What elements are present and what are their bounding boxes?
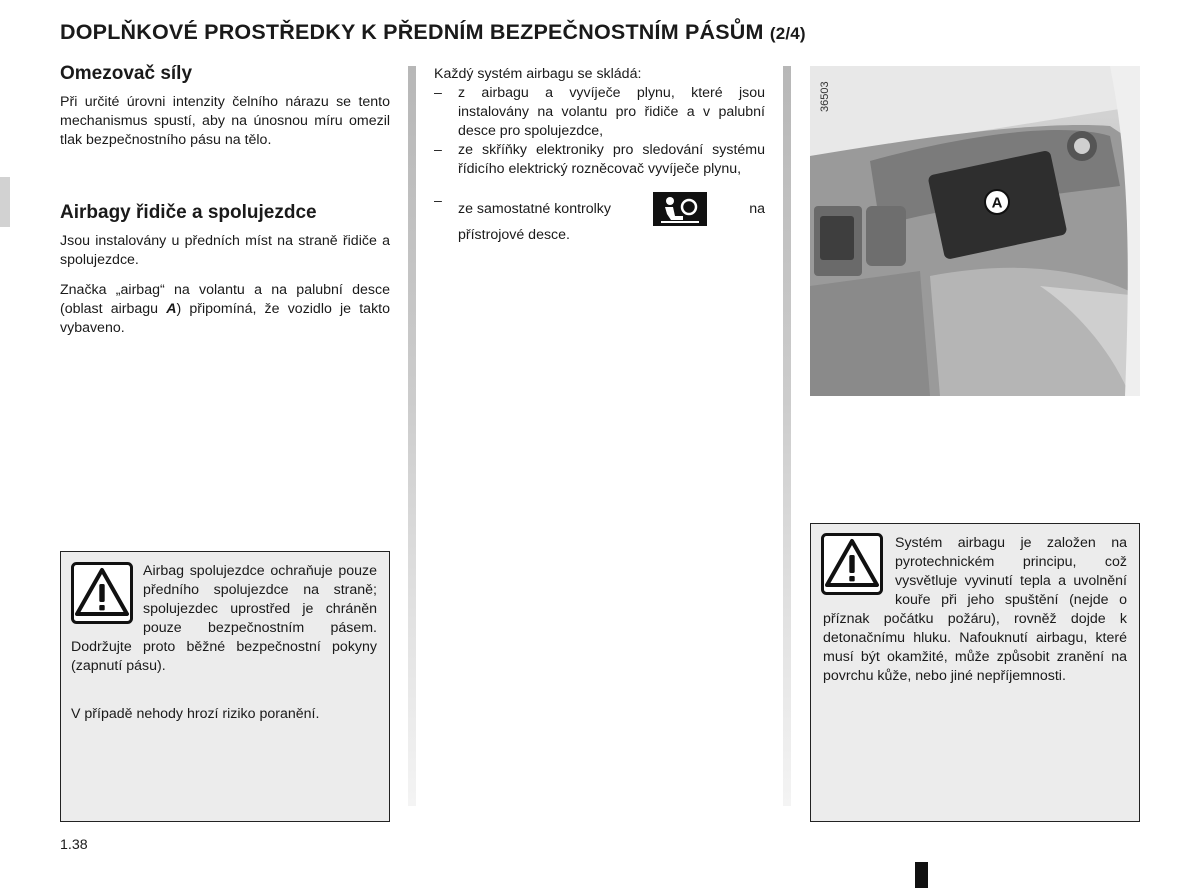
page-title-suffix: (2/4) <box>769 24 806 43</box>
airbag-system-intro: Každý systém airbagu se skládá: <box>434 66 642 82</box>
list-item: – ze samostatné kontrolky na přístrojové desce. <box>434 193 765 243</box>
list-item-text-mid: na <box>749 200 765 217</box>
dashboard-photo <box>810 66 1140 396</box>
chapter-tab-marker <box>0 177 10 227</box>
injury-risk-text: V případě nehody hrozí riziko poranění. <box>71 706 320 722</box>
airbags-installed-text: Jsou instalovány u předních míst na straně řidiče a spolujezdce. <box>60 233 390 268</box>
page-edge-mark <box>915 862 928 888</box>
section-heading-airbags: Airbagy řidiče a spolujezdce <box>60 202 317 223</box>
list-item-text: z airbagu a vyvíječe plynu, které jsou instalovány na volantu pro řidiče a v palubní desce pro spolujezdce, <box>458 85 765 139</box>
column-divider-left <box>408 66 416 806</box>
airbag-marking-text-start: Značka „airbag“ na volantu a na palubní desce (oblast airbagu <box>60 282 390 317</box>
column-divider-right <box>783 66 791 806</box>
airbag-warning-lamp-icon <box>653 192 707 226</box>
list-item-text-start: ze samostatné kontrolky <box>458 200 611 217</box>
warning-box-pyrotechnic <box>810 523 1140 822</box>
list-item: – z airbagu a vyvíječe plynu, které jsou instalovány na volantu pro řidiče a v palubní desce pro spolujezdce, <box>434 85 765 139</box>
page-title <box>60 20 806 45</box>
airbag-components-list <box>434 84 765 245</box>
section-heading-force-limiter: Omezovač síly <box>60 63 193 84</box>
passenger-airbag-warning-text: Airbag spolujezdce ochraňuje pouze předního spolujezdce na straně; spolujezdec uprostřed je chráněn pouze bezpečnostním pásem. Dodržujte proto běžné bezpečnostní pokyny (zapnutí pásu). <box>71 563 377 674</box>
list-item-text-end: přístrojové desce. <box>458 227 570 243</box>
photo-reference-number: 36503 <box>819 81 831 112</box>
list-item-text: ze skříňky elektroniky pro sledování systému řídicího elektrický rozněcovač vyvíječe plynu, <box>458 142 765 177</box>
force-limiter-text: Při určité úrovni intenzity čelního nárazu se tento mechanismus spustí, aby na únosnou míru omezil tlak bezpečnostního pásu na tělo. <box>60 94 390 148</box>
dashboard-illustration <box>810 66 1140 396</box>
warning-box-passenger-airbag-text <box>71 562 377 676</box>
warning-box-pyrotechnic-text <box>823 534 1127 686</box>
airbag-area-callout-label: A <box>991 194 1003 212</box>
pyrotechnic-warning-text: Systém airbagu je založen na pyrotechnickém principu, což vysvětluje vyvinutí tepla a uvolnění kouře při jeho spuštění (nejde o příznak počátku požáru), rovněž dojde k detonačnímu hluku. Nafouknutí airbagu, které musí být okamžité, může způsobit zranění na povrchu kůže, nebo jiné nepříjemnosti. <box>823 535 1127 684</box>
warning-box-passenger-airbag <box>60 551 390 822</box>
page-number: 1.38 <box>60 837 88 853</box>
airbag-marking-text-end: ) připomíná, že vozidlo je takto vybaveno. <box>60 301 390 336</box>
airbag-marking-text <box>60 281 390 338</box>
airbag-area-label: A <box>166 301 177 317</box>
list-item: – ze skříňky elektroniky pro sledování systému řídicího elektrický rozněcovač vyvíječe plynu, <box>434 142 765 177</box>
page-title-text: DOPLŇKOVÉ PROSTŘEDKY K PŘEDNÍM BEZPEČNOSTNÍM PÁSŮM <box>60 20 764 44</box>
